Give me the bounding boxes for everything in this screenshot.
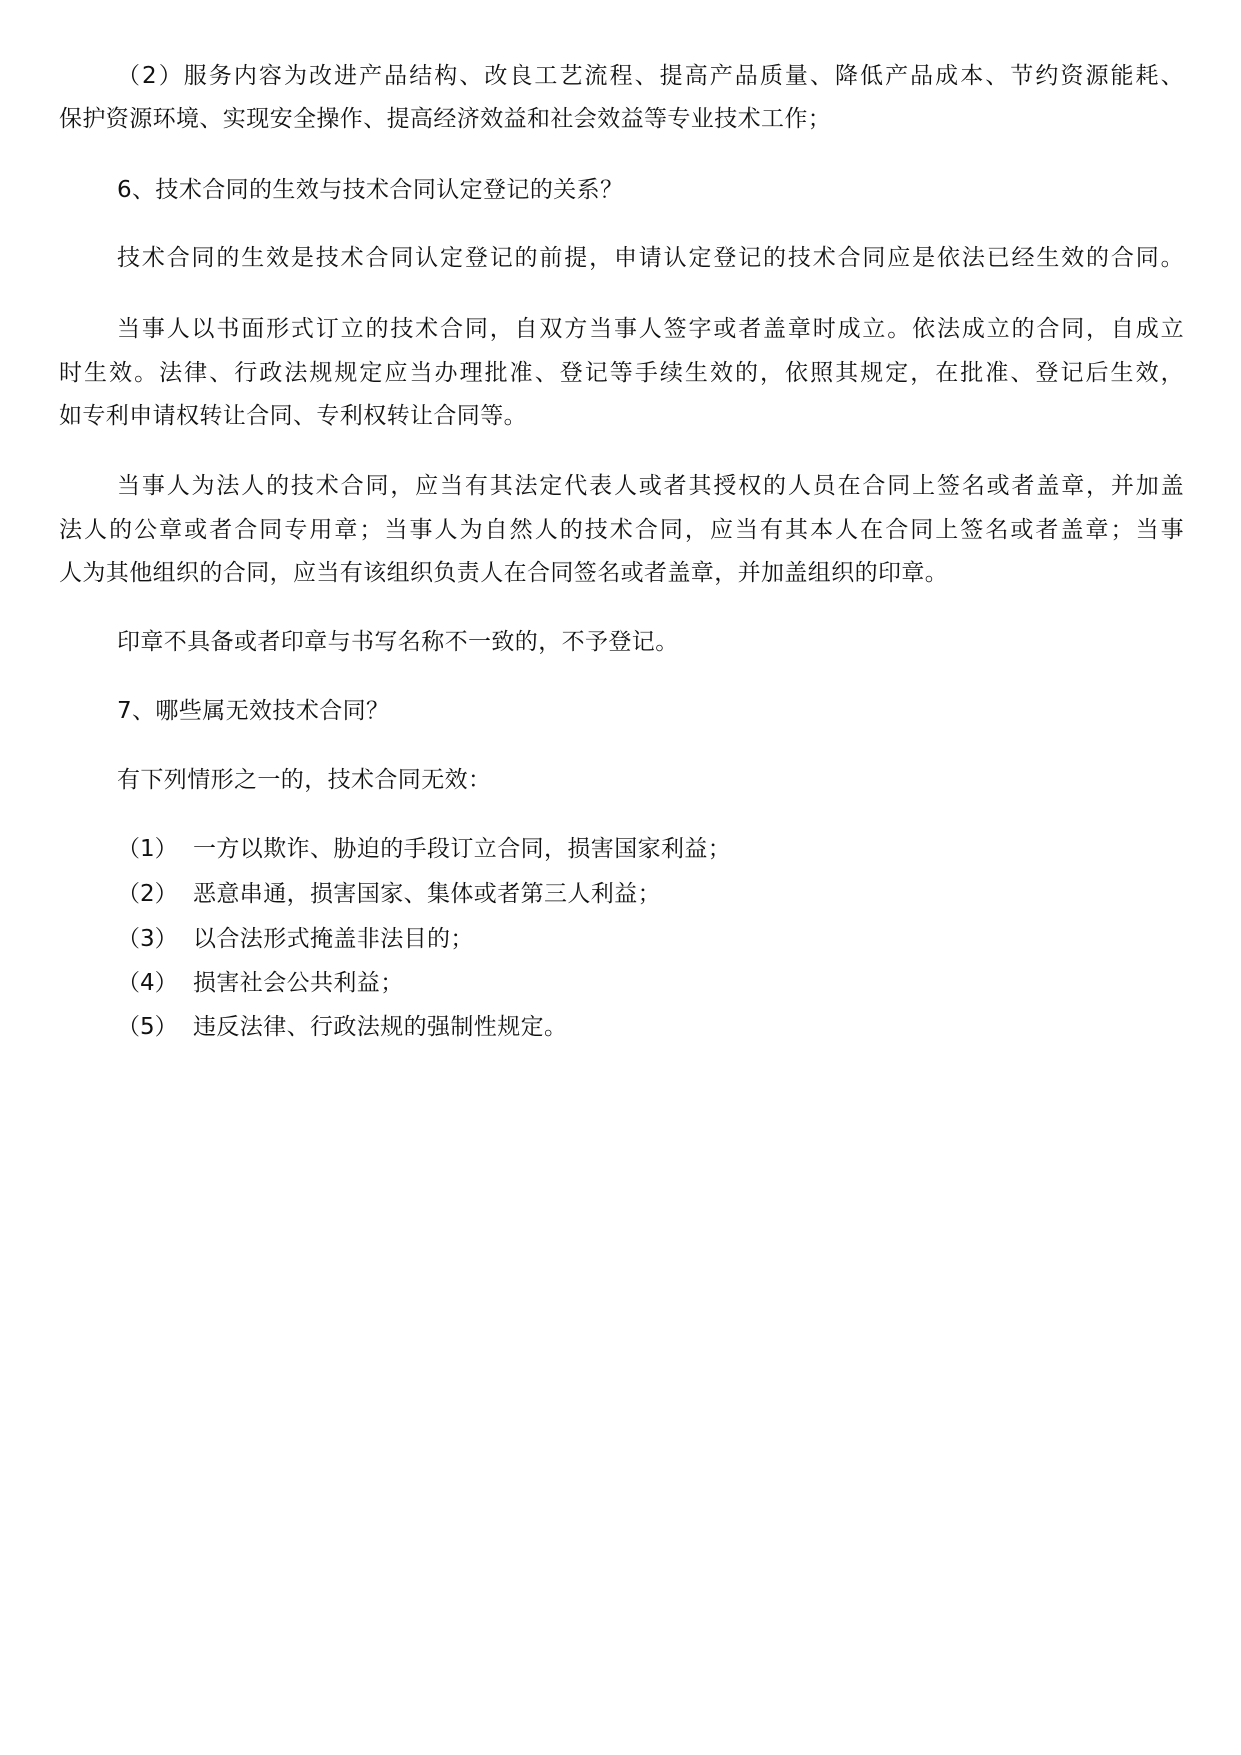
question-7-heading: 7、哪些属无效技术合同？	[117, 698, 390, 724]
q7-intro: 有下列情形之一的，技术合同无效：	[117, 767, 492, 793]
q6-paragraph-2-line-1: 当事人以书面形式订立的技术合同，自双方当事人签字或者盖章时成立。依法成立的合同，自成立	[117, 316, 1184, 342]
list-item-number: （5）	[117, 1014, 178, 1040]
list-item-text: 恶意串通，损害国家、集体或者第三人利益；	[193, 881, 661, 907]
list-item-number: （4）	[117, 970, 178, 996]
q6-paragraph-2-line-3: 如专利申请权转让合同、专利权转让合同等。	[59, 403, 527, 429]
list-item-text: 损害社会公共利益；	[193, 970, 404, 996]
question-6-heading: 6、技术合同的生效与技术合同认定登记的关系？	[117, 177, 624, 203]
service-content-line-1: （2）服务内容为改进产品结构、改良工艺流程、提高产品质量、降低产品成本、节约资源能耗、	[117, 63, 1184, 89]
q6-paragraph-3-line-1: 当事人为法人的技术合同，应当有其法定代表人或者其授权的人员在合同上签名或者盖章，并加盖	[117, 473, 1184, 499]
q6-paragraph-3-line-3: 人为其他组织的合同，应当有该组织负责人在合同签名或者盖章，并加盖组织的印章。	[59, 560, 949, 586]
list-item-number: （2）	[117, 881, 178, 907]
list-item-text: 违反法律、行政法规的强制性规定。	[193, 1014, 568, 1040]
list-item-text: 一方以欺诈、胁迫的手段订立合同，损害国家利益；	[193, 836, 732, 862]
q6-paragraph-1: 技术合同的生效是技术合同认定登记的前提，申请认定登记的技术合同应是依法已经生效的合同。	[117, 245, 1184, 271]
list-item-number: （1）	[117, 836, 178, 862]
q6-paragraph-4: 印章不具备或者印章与书写名称不一致的，不予登记。	[117, 629, 679, 655]
q6-paragraph-3-line-2: 法人的公章或者合同专用章；当事人为自然人的技术合同，应当有其本人在合同上签名或者盖章；当事	[59, 517, 1184, 543]
service-content-line-2: 保护资源环境、实现安全操作、提高经济效益和社会效益等专业技术工作；	[59, 106, 832, 132]
list-item-text: 以合法形式掩盖非法目的；	[193, 926, 474, 952]
list-item-number: （3）	[117, 926, 178, 952]
q6-paragraph-2-line-2: 时生效。法律、行政法规规定应当办理批准、登记等手续生效的，依照其规定，在批准、登记后生效，	[59, 360, 1184, 386]
